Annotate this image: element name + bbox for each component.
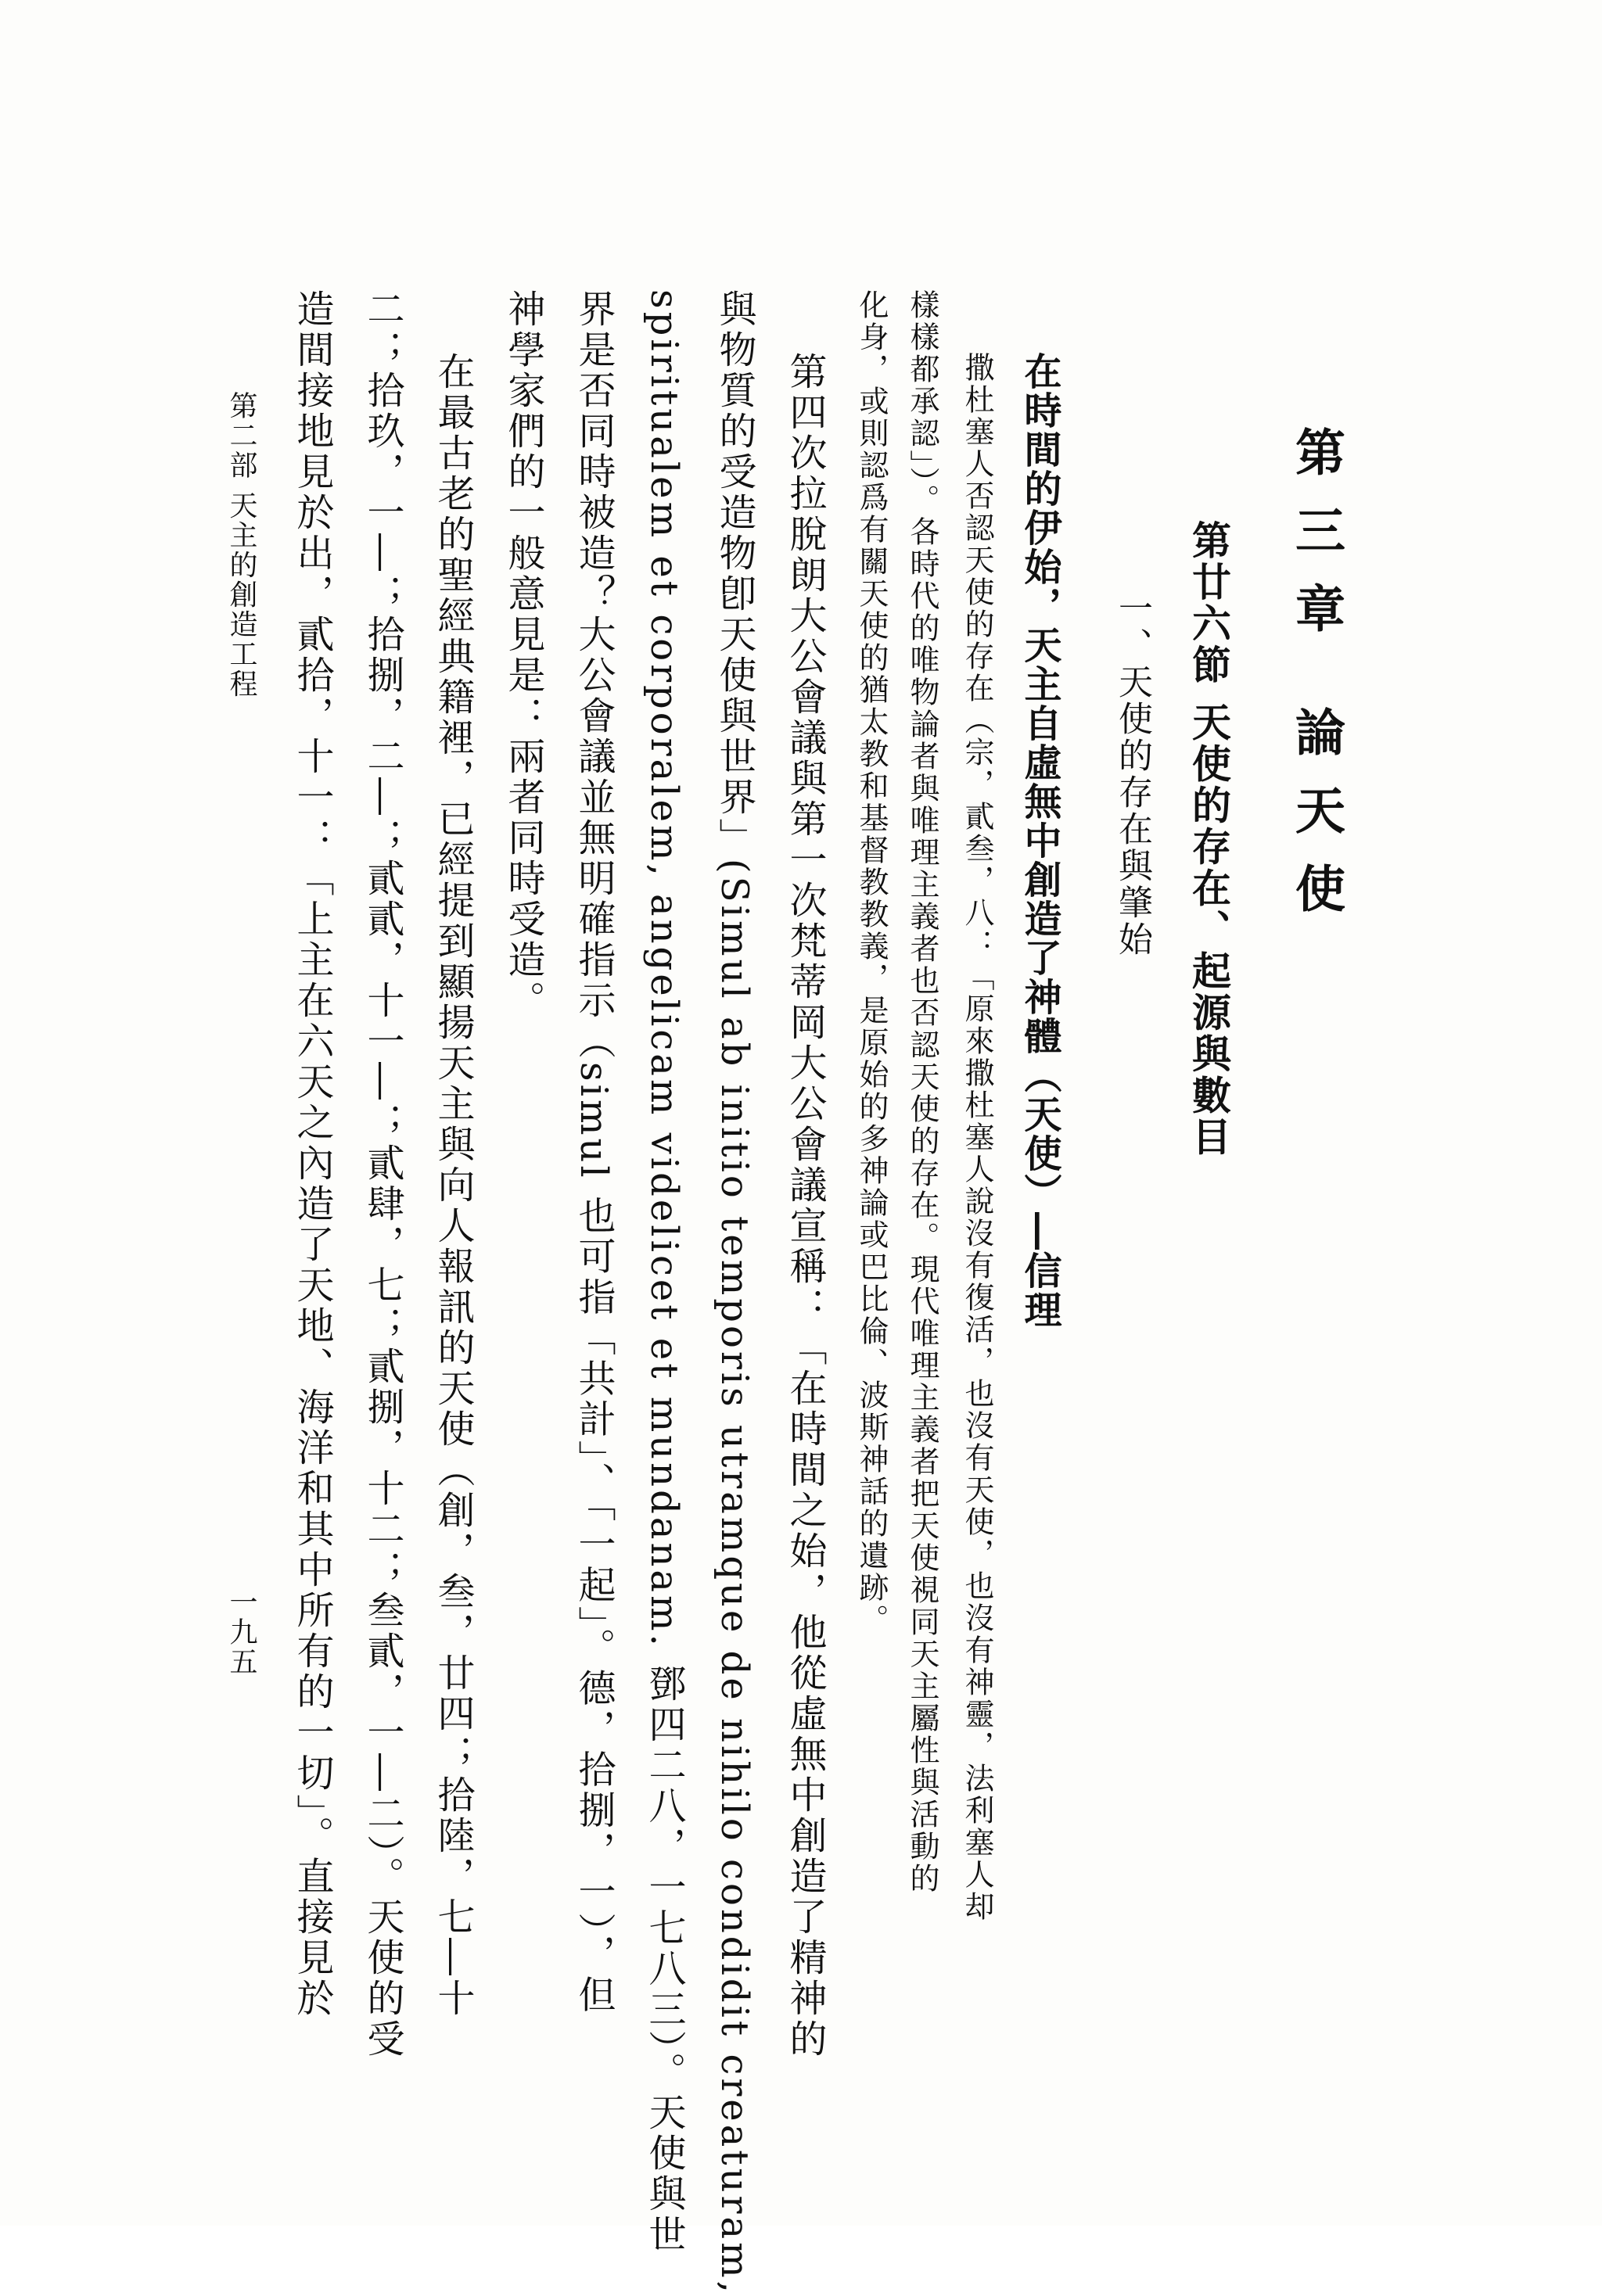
text-column: 與物質的受造物卽天使與世界」(Simul ab initio temporis utramque de nihilo condidit creaturam, <box>713 289 756 2296</box>
dogma-heading: 在時間的伊始，天主自虛無中創造了神體（天使）―信理 <box>1018 352 1061 1329</box>
text-column: 化身，或則認爲有關天使的猶太教和基督教教義，是原始的多神論或巴比倫、波斯神話的遺跡。 <box>854 289 889 1636</box>
text-column: 二；拾玖，一―；拾捌，二―；貳貳，十一―；貳肆，七；貳捌，十二；叁貳，一―二）。天使的受 <box>361 289 404 2060</box>
footer-section: 第二部 天主的創造工程 <box>225 391 257 699</box>
text-column: 撒杜塞人否認天使的存在（宗，貳叁，八：「原來撒杜塞人說沒有復活，也沒有天使，也沒有神靈，法利塞人却 <box>960 352 994 1923</box>
chapter-title: 第三章 論天使 <box>1287 426 1345 942</box>
text-column: 第四次拉脫朗大公會議與第一次梵蒂岡大公會議宣稱：「在時間之始，他從虛無中創造了精神的 <box>783 352 827 2060</box>
section-title: 第廿六節 天使的存在、起源與數目 <box>1186 520 1232 1158</box>
text-column: 樣樣都承認」）。各時代的唯物論者與唯理主義者也否認天使的存在。現代唯理主義者把天使視同天主屬性與活動的 <box>905 289 939 1895</box>
subsection-title: 一、天使的存在與肇始 <box>1112 590 1152 958</box>
text-column: 神學家們的一般意見是：兩者同時受造。 <box>501 289 545 1021</box>
text-column: spiritualem et corporalem, angelicam videlicet et mundanam. 鄧四二八，一七八三）。天使與世 <box>642 289 686 2255</box>
text-column: 界是否同時被造？大公會議並無明確指示（simul 也可指「共計」、「一起」。德，拾捌，一），但 <box>572 289 616 2016</box>
page-number: 一九五 <box>225 1587 257 1677</box>
text-column: 造間接地見於出，貳拾，十一：「上主在六天之內造了天地、海洋和其中所有的一切」。直接見於 <box>290 289 334 2019</box>
text-column: 在最古老的聖經典籍裡，已經提到顯揚天主與向人報訊的天使（創，叁，廿四；拾陸，七―十 <box>431 352 475 2019</box>
